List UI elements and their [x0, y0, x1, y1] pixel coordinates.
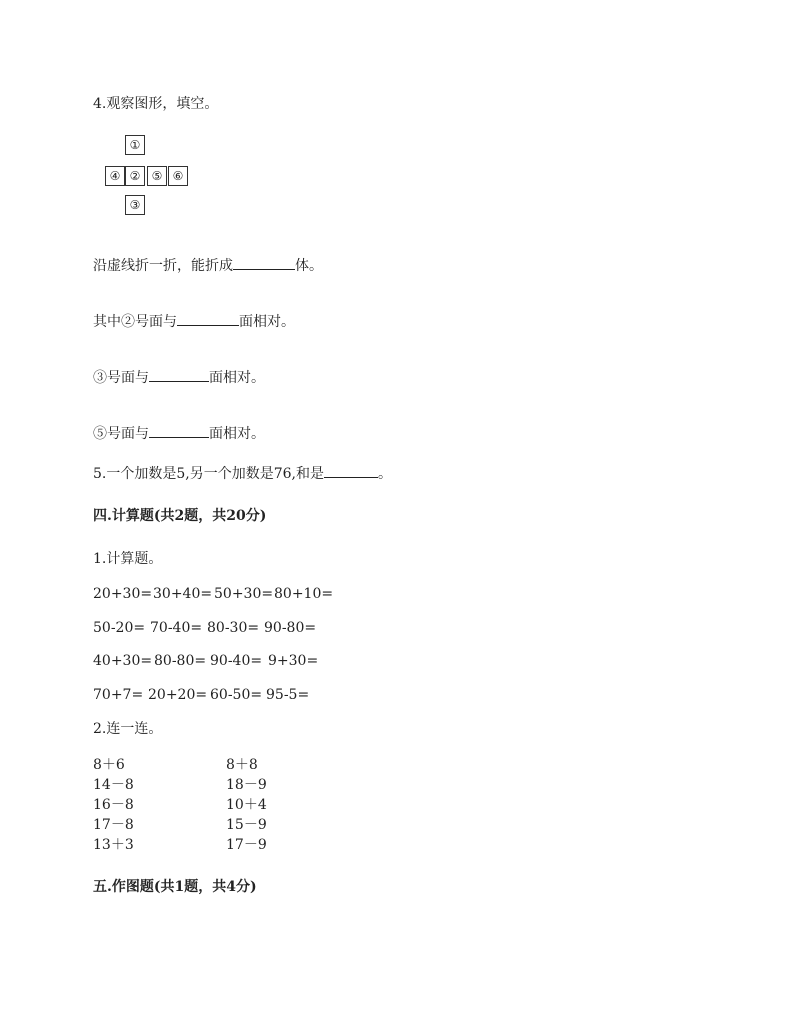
match-right-item[interactable]: 10＋4 [226, 797, 267, 813]
match-left-item[interactable]: 8＋6 [93, 757, 125, 773]
net-face-4: ④ [105, 166, 125, 186]
calc-item: 70-40= [150, 620, 203, 636]
calc-item: 70+7= [93, 687, 144, 703]
match-left-item[interactable]: 16－8 [93, 797, 134, 813]
calc-item: 30+40= [153, 586, 213, 602]
section-5-heading: 五.作图题(共1题，共4分) [93, 879, 257, 895]
match-left-column [93, 755, 134, 855]
calc-item: 80+10= [274, 586, 334, 602]
match-right-column [226, 755, 267, 855]
answer-blank[interactable] [177, 313, 239, 326]
calc-item: 9+30= [268, 653, 319, 669]
q4-fill-1-suffix: 体。 [295, 258, 323, 274]
calc-item: 50+30= [214, 586, 274, 602]
match-title: 2.连一连。 [93, 721, 163, 737]
q4-title: 4.观察图形，填空。 [93, 96, 219, 112]
cube-net [105, 135, 189, 217]
calc-item: 20+20= [148, 687, 208, 703]
q5-line [93, 465, 392, 483]
q4-fill-3-suffix: 面相对。 [209, 370, 265, 386]
q5-prefix: 5.一个加数是5,另一个加数是76,和是 [93, 466, 324, 482]
net-face-6: ⑥ [168, 166, 188, 186]
section-4-heading: 四.计算题(共2题，共20分) [93, 508, 267, 524]
q4-fill-line-3 [93, 369, 265, 387]
match-right-item[interactable]: 8＋8 [226, 757, 258, 773]
match-left-item[interactable]: 13＋3 [93, 837, 134, 853]
net-face-5: ⑤ [147, 166, 167, 186]
calc-item: 40+30= [93, 653, 153, 669]
answer-blank[interactable] [324, 465, 378, 478]
calc-title: 1.计算题。 [93, 551, 163, 567]
q4-fill-line-2 [93, 313, 295, 331]
q4-fill-line-4 [93, 425, 265, 443]
net-face-2: ② [125, 166, 145, 186]
q4-fill-1-prefix: 沿虚线折一折，能折成 [93, 258, 233, 274]
match-right-item[interactable]: 18－9 [226, 777, 267, 793]
net-face-1: ① [125, 135, 145, 155]
q5-suffix: 。 [377, 466, 392, 482]
calc-item: 80-30= [207, 620, 260, 636]
calc-item: 80-80= [154, 653, 207, 669]
q4-fill-3-prefix: ③号面与 [93, 370, 149, 386]
calc-item: 90-40= [210, 653, 263, 669]
match-left-item[interactable]: 14－8 [93, 777, 134, 793]
q4-fill-line-1 [93, 257, 323, 275]
q4-fill-4-prefix: ⑤号面与 [93, 426, 149, 442]
calc-item: 50-20= [93, 620, 146, 636]
calc-item: 95-5= [266, 687, 310, 703]
q4-fill-2-prefix: 其中②号面与 [93, 314, 177, 330]
answer-blank[interactable] [149, 425, 209, 438]
q4-fill-4-suffix: 面相对。 [209, 426, 265, 442]
q4-fill-2-suffix: 面相对。 [239, 314, 295, 330]
answer-blank[interactable] [233, 257, 295, 270]
calc-item: 20+30= [93, 586, 153, 602]
match-right-item[interactable]: 15－9 [226, 817, 267, 833]
net-face-3: ③ [125, 195, 145, 215]
calc-item: 60-50= [210, 687, 263, 703]
answer-blank[interactable] [149, 369, 209, 382]
match-right-item[interactable]: 17－9 [226, 837, 267, 853]
match-left-item[interactable]: 17－8 [93, 817, 134, 833]
calc-item: 90-80= [264, 620, 317, 636]
